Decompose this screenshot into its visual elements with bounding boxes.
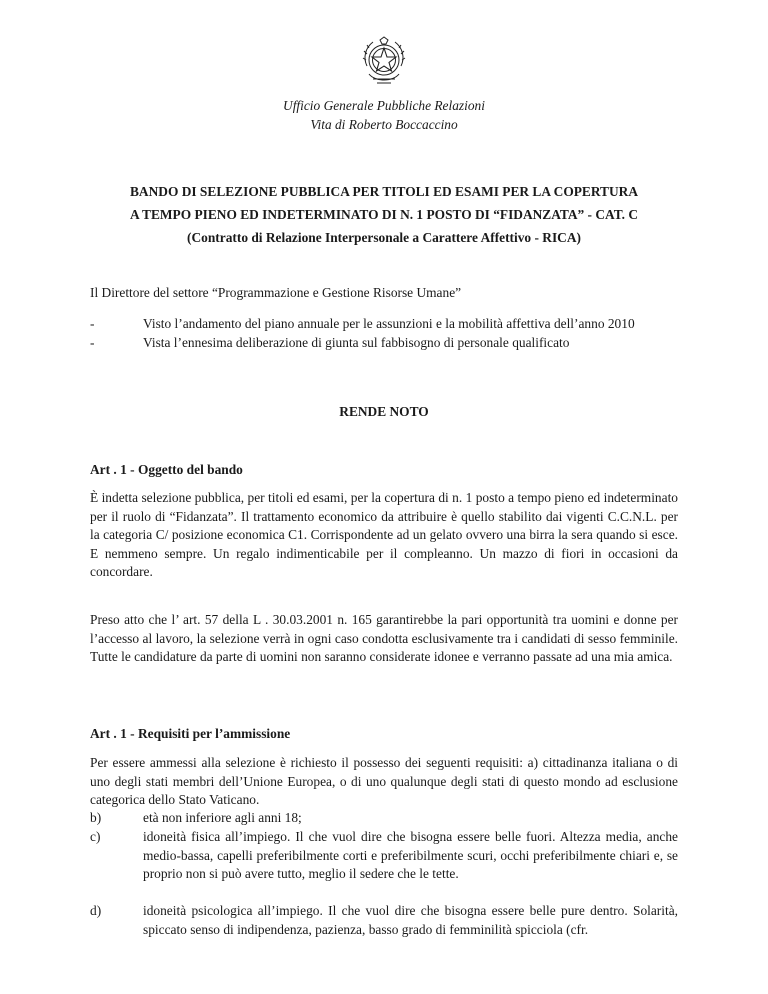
- article-2-heading: Art . 1 - Requisiti per l’ammissione: [90, 726, 291, 741]
- italian-republic-emblem-icon: [359, 36, 409, 88]
- recital-text: Vista l’ennesima deliberazione di giunta sul fabbisogno di personale qualificato: [143, 335, 570, 350]
- recital-dash: -: [90, 316, 95, 331]
- requirement-text: idoneità fisica all’impiego. Il che vuol dire che bisogna essere belle fuori. Altezza media, anche medio-bassa, capelli preferibilmente corti e preferibilmente scuri, occhi preferibilmente chiari e, se proprio non si può avere tutto, meglio il sedere che le tette.: [143, 829, 678, 881]
- recital-dash: -: [90, 335, 95, 350]
- director-line: Il Direttore del settore “Programmazione e Gestione Risorse Umane”: [90, 285, 462, 300]
- requirement-text: idoneità psicologica all’impiego. Il che vuol dire che bisogna essere belle pure dentro. Solarità, spiccato senso di indipendenza, pazienza, basso grado di femminilità spicciola (cfr.: [143, 903, 678, 937]
- article-1-paragraph-1: È indetta selezione pubblica, per titoli ed esami, per la copertura di n. 1 posto a tempo pieno ed indeterminato per il ruolo di “Fidanzata”. Il trattamento economico da attribuire è quello stabilito dai vigenti C.C.N.L. per la categoria C/ posizione economica C1. Corrispondente ad un gelato ovvero una birra la sera quando si esce. E nemmeno sempre. Un regalo indimenticabile per il compleanno. Un mazzo di fiori in occasioni da concordare.: [90, 490, 678, 579]
- document-title-line-2: A TEMPO PIENO ED INDETERMINATO DI N. 1 POSTO DI “FIDANZATA” - CAT. C: [129, 207, 639, 222]
- office-name: Ufficio Generale Pubbliche Relazioni: [283, 98, 485, 113]
- requirement-label: b): [90, 810, 102, 825]
- document-title-line-3: (Contratto di Relazione Interpersonale a Carattere Affettivo - RICA): [187, 230, 581, 245]
- article-1-heading: Art . 1 - Oggetto del bando: [90, 462, 243, 477]
- office-subtitle: Vita di Roberto Boccaccino: [310, 117, 458, 132]
- rende-noto-heading: RENDE NOTO: [339, 404, 429, 419]
- article-2-intro: Per essere ammessi alla selezione è richiesto il possesso dei seguenti requisiti: a) cittadinanza italiana o di uno degli stati membri dell’Unione Europea, o di uno qualunque degli stati di questo mondo ad esclusione categorica dello Stato Vaticano.: [90, 755, 678, 807]
- requirement-text: età non inferiore agli anni 18;: [143, 810, 302, 825]
- document-title-line-1: BANDO DI SELEZIONE PUBBLICA PER TITOLI ED ESAMI PER LA COPERTURA: [130, 184, 638, 199]
- article-1-paragraph-2: Preso atto che l’ art. 57 della L . 30.03.2001 n. 165 garantirebbe la pari opportunità tra uomini e donne per l’accesso al lavoro, la selezione verrà in ogni caso condotta esclusivamente tra i candidati di sesso femminile. Tutte le candidature da parte di uomini non saranno considerate idonee e verranno passate ad una mia amica.: [90, 612, 678, 664]
- requirement-label: d): [90, 903, 102, 918]
- recital-text: Visto l’andamento del piano annuale per le assunzioni e la mobilità affettiva dell’anno 2010: [143, 316, 635, 331]
- requirement-label: c): [90, 829, 101, 844]
